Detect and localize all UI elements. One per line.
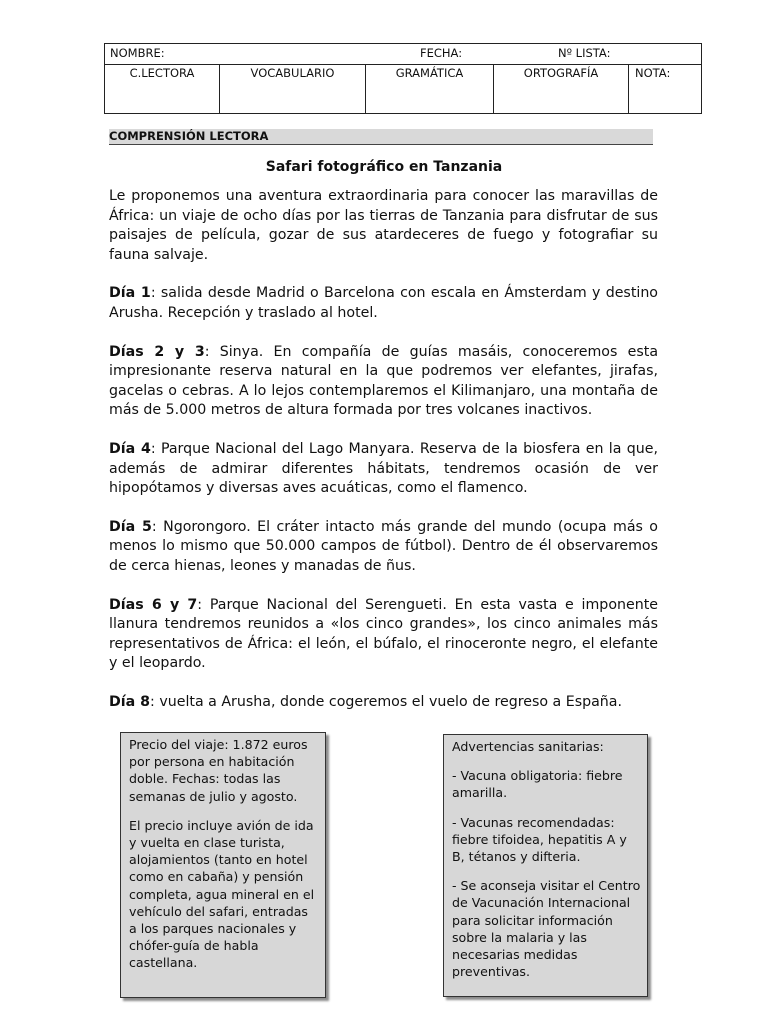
day-label: Día 1 [109,285,151,302]
article-body [109,187,658,731]
nombre-label: NOMBRE: [110,46,165,60]
day-text: : Parque Nacional del Serengueti. En esta vasta e imponente llanura tendremos reunidos a «los cinco grandes», los cinco animales más representativos de África: el león, el búfalo, el rinoceronte negro, el elefante y el leopardo. [109,596,658,672]
grade-cell-lectora[interactable] [105,65,220,114]
section-heading: COMPRENSIÓN LECTORA [109,129,653,145]
day-text: : Ngorongoro. El cráter intacto más grande del mundo (ocupa más o menos lo mismo que 50.000 campos de fútbol). Dentro de él observaremos de cerca hienas, leones y manadas de ñus. [109,518,658,574]
day-label: Día 5 [109,518,152,535]
day-paragraph [109,440,658,499]
grade-cell-vocabulario[interactable] [220,65,366,114]
day-paragraph [109,596,658,674]
day-label: Días 6 y 7 [109,596,198,613]
column-header: VOCABULARIO [250,66,335,80]
grade-cell-gramatica[interactable] [366,65,494,114]
column-header: NOTA: [635,66,671,80]
includes-paragraph: El precio incluye avión de ida y vuelta en clase turista, alojamientos (tanto en hotel como en cabaña) y pensión completa, agua mineral en el vehículo del safari, entradas a los parques nacionales y chófer-guía de habla castellana. [129,817,315,971]
day-paragraph [109,343,658,421]
grade-cell-nota[interactable] [629,65,702,114]
day-label: Día 8 [109,693,151,710]
lista-label: Nº LISTA: [558,46,611,60]
fecha-label: FECHA: [420,46,463,60]
day-text: : salida desde Madrid o Barcelona con escala en Ámsterdam y destino Arusha. Recepción y traslado al hotel. [109,285,658,321]
student-info-cell[interactable] [105,44,702,65]
column-header: C.LECTORA [129,66,195,80]
health-warning-item: - Vacuna obligatoria: fiebre amarilla. [452,768,623,801]
grade-cell-ortografia[interactable] [494,65,629,114]
grades-row [105,65,702,114]
article-title: Safari fotográfico en Tanzania [265,159,503,175]
day-text: : Parque Nacional del Lago Manyara. Reserva de la biosfera en la que, además de admirar diferentes hábitats, tendremos ocasión de ver hipopótamos y diversas aves acuáticas, como el flamenco. [109,440,658,497]
day-paragraph [109,284,658,323]
price-box [120,732,326,998]
day-label: Día 4 [109,440,151,457]
health-warnings-box [443,734,648,997]
day-paragraph [109,518,658,577]
day-label: Días 2 y 3 [109,343,205,360]
health-warning-item: - Se aconseja visitar el Centro de Vacunación Internacional para solicitar información sobre la malaria y las necesarias medidas preventivas. [452,878,641,980]
day-paragraph [109,693,658,713]
student-info-table [104,43,702,114]
column-header: ORTOGRAFÍA [523,66,599,80]
day-text: : vuelta a Arusha, donde cogeremos el vuelo de regreso a España. [150,693,622,710]
day-text: : Sinya. En compañía de guías masáis, conoceremos esta impresionante reserva natural en la que podremos ver elefantes, jirafas, gacelas o cebras. A lo lejos contemplaremos el Kilimanjaro, una montaña de más de 5.000 metros de altura formada por tres volcanes inactivos. [109,343,659,419]
intro-paragraph: Le proponemos una aventura extraordinaria para conocer las maravillas de África: un viaje de ocho días por las tierras de Tanzania para disfrutar de sus paisajes de película, gozar de sus atardeceres de fuego y fotografiar su fauna salvaje. [109,188,658,263]
column-header: GRAMÁTICA [395,66,464,80]
health-warning-item: - Vacunas recomendadas: fiebre tifoidea, hepatitis A y B, tétanos y difteria. [452,814,627,865]
price-paragraph: Precio del viaje: 1.872 euros por persona en habitación doble. Fechas: todas las semanas de julio y agosto. [129,737,308,804]
student-info-row [105,44,702,65]
health-warnings-title: Advertencias sanitarias: [452,739,604,754]
